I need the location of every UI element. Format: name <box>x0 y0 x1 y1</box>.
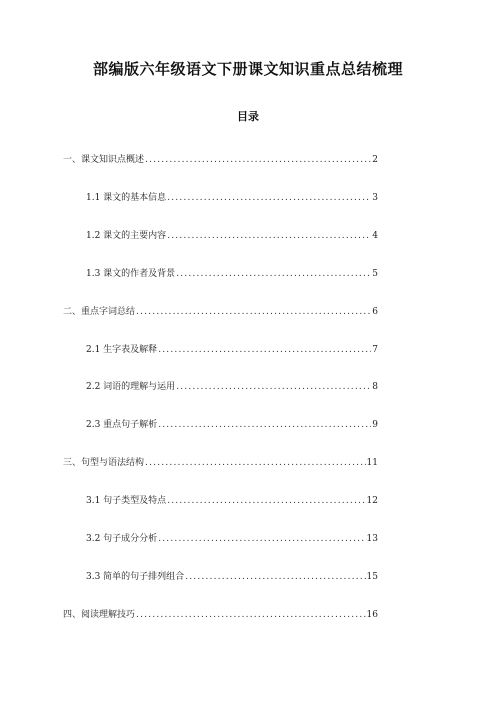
toc-dot-leader <box>185 570 365 584</box>
toc-dot-leader <box>176 380 371 394</box>
toc-page-number: 8 <box>372 382 378 393</box>
toc-entry[interactable] <box>63 305 378 319</box>
toc-page-number: 16 <box>366 609 378 620</box>
toc-entry-text: 3.2 句子成分分析 <box>86 534 158 544</box>
toc-dot-leader <box>145 153 371 167</box>
toc-page-number: 3 <box>372 192 378 203</box>
toc-entry[interactable] <box>63 153 378 167</box>
toc-page-number: 12 <box>366 496 378 507</box>
toc-page-number: 5 <box>372 268 378 279</box>
toc-page-number: 2 <box>372 155 378 165</box>
toc-entry-text: 1.3 课文的作者及背景 <box>86 268 176 279</box>
toc-dot-leader <box>176 267 371 281</box>
toc-heading: 目录 <box>237 110 259 123</box>
toc-entry-text: 3.3 简单的句子排列组合 <box>86 571 185 582</box>
toc-entry-text: 2.2 词语的理解与运用 <box>86 382 176 393</box>
toc-entry-text: 四、阅读理解技巧 <box>63 609 136 620</box>
toc-entry[interactable] <box>86 380 378 394</box>
toc-dot-leader <box>158 343 371 357</box>
toc-entry-text: 1.1 课文的基本信息 <box>86 192 167 203</box>
toc-entry[interactable] <box>86 570 378 584</box>
toc-entry[interactable] <box>86 494 378 508</box>
toc-dot-leader <box>167 191 371 205</box>
toc-entry[interactable] <box>63 608 378 622</box>
toc-page-number: 15 <box>366 571 378 582</box>
toc-dot-leader <box>167 494 365 508</box>
toc-page-number: 9 <box>372 420 378 431</box>
toc-entry[interactable] <box>86 267 378 281</box>
toc-dot-leader <box>136 608 366 622</box>
toc-entry-text: 2.1 生字表及解释 <box>86 344 158 355</box>
toc-entry-text: 一、课文知识点概述 <box>63 155 145 165</box>
toc-page-number: 4 <box>372 230 378 241</box>
toc-entry[interactable] <box>86 343 378 357</box>
document-title: 部编版六年级语文下册课文知识重点总结梳理 <box>92 60 403 78</box>
toc-entry-text: 三、句型与语法结构 <box>63 458 145 469</box>
toc-entry-text: 二、重点字词总结 <box>63 306 136 317</box>
toc-entry-text: 1.2 课文的主要内容 <box>86 230 167 241</box>
toc-dot-leader <box>167 229 371 243</box>
toc-entry[interactable] <box>86 191 378 205</box>
toc-dot-leader <box>158 532 365 546</box>
toc-dot-leader <box>136 305 371 319</box>
toc-entry[interactable] <box>63 456 378 470</box>
toc-entry[interactable] <box>86 229 378 243</box>
toc-entry-text: 2.3 重点句子解析 <box>86 420 158 431</box>
toc-entry[interactable] <box>86 532 378 546</box>
toc-entry-text: 3.1 句子类型及特点 <box>86 496 167 507</box>
toc-dot-leader <box>145 456 366 470</box>
toc-page-number: 13 <box>366 534 378 544</box>
toc-entry[interactable] <box>86 418 378 432</box>
toc-page-number: 6 <box>372 306 378 317</box>
toc-dot-leader <box>158 418 371 432</box>
toc-page-number: 11 <box>366 458 378 469</box>
toc-page-number: 7 <box>372 344 378 355</box>
